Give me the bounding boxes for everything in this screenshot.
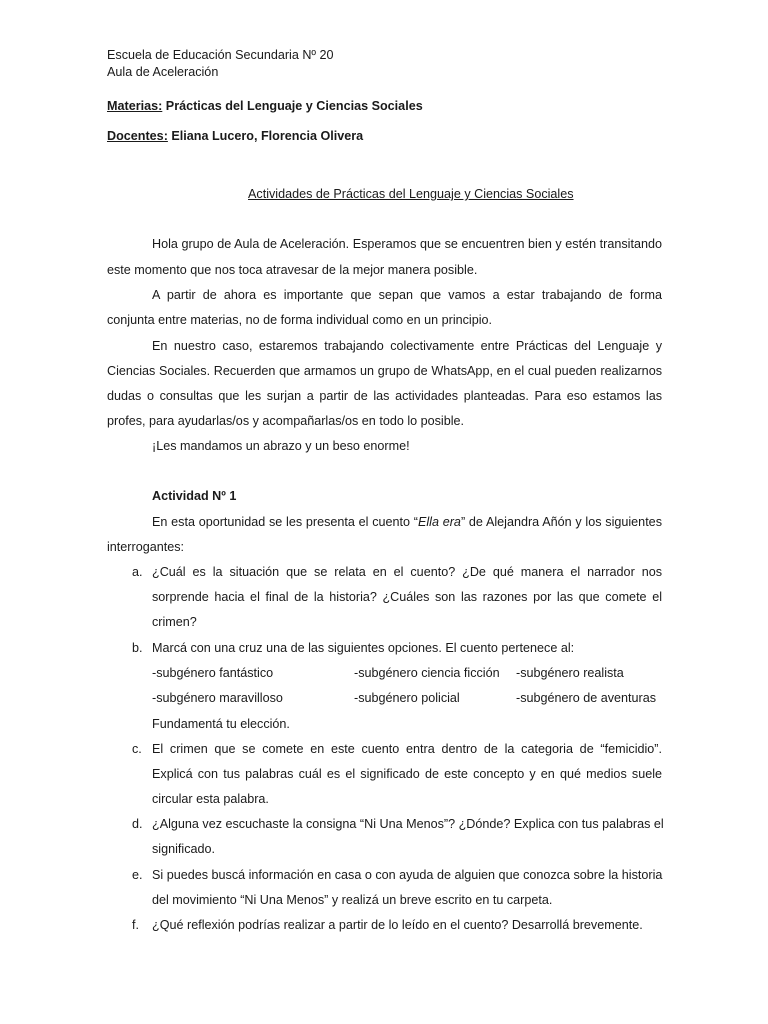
option-maravilloso: -subgénero maravilloso: [152, 691, 283, 705]
school-name: Escuela de Educación Secundaria Nº 20: [107, 48, 334, 62]
item-d-line1: ¿Alguna vez escuchaste la consigna “Ni Una Menos”? ¿Dónde? Explica con tus palabras el: [152, 817, 664, 831]
intro-p2-line1: A partir de ahora es importante que sepan que vamos a estar trabajando de forma: [152, 288, 662, 302]
option-policial: -subgénero policial: [354, 691, 460, 705]
teachers-label: Docentes:: [107, 129, 168, 143]
program-name: Aula de Aceleración: [107, 65, 219, 79]
intro-p1-line1: Hola grupo de Aula de Aceleración. Esperamos que se encuentren bien y estén transitando: [152, 237, 662, 251]
item-c-line3: circular esta palabra.: [152, 792, 269, 806]
item-b-label: b.: [132, 641, 143, 655]
intro-p3-line2: Ciencias Sociales. Recuerden que armamos un grupo de WhatsApp, en el cual pueden realizarnos: [107, 364, 662, 378]
story-title: Ella era: [417, 515, 461, 529]
activity-intro-pre: En esta oportunidad se les presenta el cuento “: [152, 515, 418, 529]
option-fantastico: -subgénero fantástico: [152, 666, 274, 680]
intro-p3-line4: profes, para ayudarlas/os y acompañarlas/os en todo lo posible.: [107, 414, 465, 428]
option-aventuras: -subgénero de aventuras: [516, 691, 657, 705]
item-e-label: e.: [132, 868, 143, 882]
item-a-line2: sorprende hacia el final de la historia? ¿Cuáles son las razones por las que comete el: [152, 590, 662, 604]
item-c-line2: Explicá con tus palabras cuál es el significado de este concepto y en qué medios suele: [152, 767, 662, 781]
item-f-label: f.: [132, 918, 139, 932]
option-realista: -subgénero realista: [516, 666, 624, 680]
intro-p3-line3: dudas o consultas que les surjan a partir de las actividades planteadas. Para eso estamos las: [107, 389, 662, 403]
intro-p3-line1: En nuestro caso, estaremos trabajando colectivamente entre Prácticas del Lenguaje y: [152, 339, 662, 353]
item-e-line2: del movimiento “Ni Una Menos” y realizá un breve escrito en tu carpeta.: [152, 893, 553, 907]
item-b-line1: Marcá con una cruz una de las siguientes opciones. El cuento pertenece al:: [152, 641, 575, 655]
activity-intro-line1: [107, 514, 662, 530]
item-b-line4: Fundamentá tu elección.: [152, 717, 290, 731]
item-d-label: d.: [132, 817, 143, 831]
activity-intro-line2: interrogantes:: [107, 540, 185, 554]
document-title: Actividades de Prácticas del Lenguaje y Ciencias Sociales: [248, 187, 574, 201]
subjects-value: Prácticas del Lenguaje y Ciencias Sociales: [165, 99, 423, 113]
item-a-line3: crimen?: [152, 615, 197, 629]
item-a-label: a.: [132, 565, 143, 579]
subjects-line: [107, 98, 423, 114]
intro-p1-line2: este momento que nos toca atravesar de la mejor manera posible.: [107, 263, 478, 277]
teachers-value: Eliana Lucero, Florencia Olivera: [171, 129, 364, 143]
intro-p2-line2: conjunta entre materias, no de forma individual como en un principio.: [107, 313, 493, 327]
intro-p4: ¡Les mandamos un abrazo y un beso enorme!: [152, 439, 410, 453]
item-d-line2: significado.: [152, 842, 216, 856]
item-f-line1: ¿Qué reflexión podrías realizar a partir de lo leído en el cuento? Desarrollá brevemente.: [152, 918, 643, 932]
option-ciencia-ficcion: -subgénero ciencia ficción: [354, 666, 500, 680]
item-e-line1: Si puedes buscá información en casa o con ayuda de alguien que conozca sobre la historia: [152, 868, 663, 882]
subjects-label: Materias:: [107, 99, 163, 113]
teachers-line: [107, 128, 363, 144]
item-a-line1: ¿Cuál es la situación que se relata en el cuento? ¿De qué manera el narrador nos: [152, 565, 662, 579]
activity-heading: Actividad Nº 1: [152, 489, 237, 503]
item-c-label: c.: [132, 742, 142, 756]
activity-intro-post: ” de Alejandra Añón y los siguientes: [460, 515, 662, 529]
item-c-line1: El crimen que se comete en este cuento entra dentro de la categoria de “femicidio”.: [152, 742, 662, 756]
